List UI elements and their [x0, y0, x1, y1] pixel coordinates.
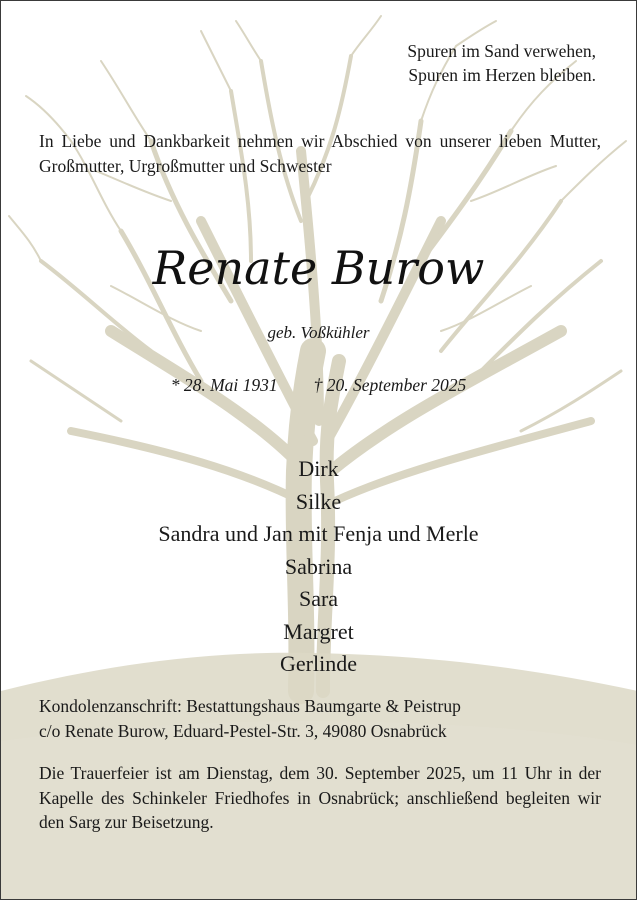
mourner-name: Sara: [298, 586, 339, 611]
condolence-line-2: c/o Renate Burow, Eduard-Pestel-Str. 3, 49080 Osnabrück: [39, 720, 447, 741]
deceased-name: Renate Burow: [152, 241, 485, 295]
condolence-address: [39, 694, 601, 743]
motto-line-2: Spuren im Herzen bleiben.: [408, 65, 596, 85]
intro-text: In Liebe und Dankbarkeit nehmen wir Abschied von unserer lieben Mutter, Großmutter, Urgroßmutter und Schwester: [39, 131, 601, 176]
mourner-name: Margret: [283, 618, 354, 644]
mourner-name: Dirk: [298, 456, 339, 481]
death-date: † 20. September 2025: [313, 375, 467, 395]
mourner-name: Gerlinde: [280, 651, 357, 676]
mourner-name: Silke: [295, 488, 342, 514]
mourner-name: Sandra und Jan mit Fenja und Merle: [158, 521, 479, 546]
birth-date: * 28. Mai 1931: [170, 375, 278, 395]
mourner-name: Sabrina: [284, 553, 353, 579]
motto-verse: [407, 39, 596, 87]
mourners-list: [1, 453, 636, 681]
maiden-name: geb. Voßkühler: [267, 323, 370, 342]
motto-line-1: Spuren im Sand verwehen,: [407, 41, 596, 61]
condolence-line-1: Kondolenzanschrift: Bestattungshaus Baumgarte & Peistrup: [39, 696, 461, 716]
life-dates: [1, 375, 636, 396]
funeral-details: Die Trauerfeier ist am Dienstag, dem 30. September 2025, um 11 Uhr in der Kapelle des Schinkeler Friedhofes in Osnabrück; anschließend begleiten wir den Sarg zur Beisetzung.: [39, 763, 601, 832]
